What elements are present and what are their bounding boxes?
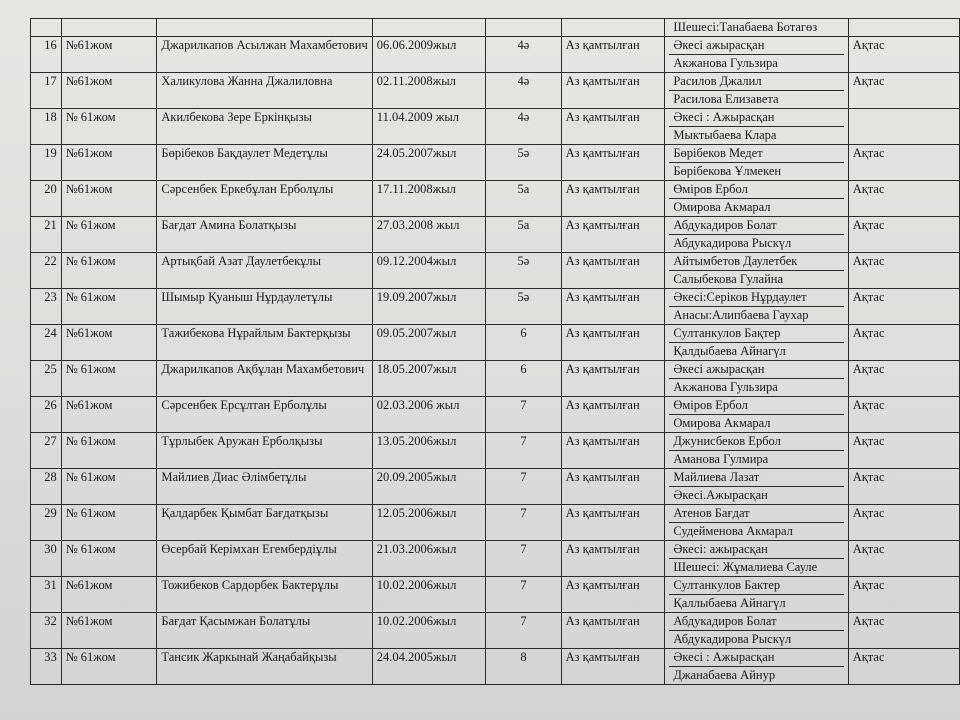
school-name: №61жом	[61, 613, 157, 649]
parent-second: Расилова Елизавета	[673, 92, 779, 106]
table-row	[31, 325, 960, 361]
parents-cell	[665, 145, 848, 181]
birth-date: 02.11.2008жыл	[372, 73, 486, 109]
school-name: № 61жом	[61, 505, 157, 541]
school-name: № 61жом	[61, 253, 157, 289]
social-status: Аз қамтылған	[561, 253, 665, 289]
address: Ақтас	[848, 37, 959, 73]
address	[848, 109, 959, 145]
school-name: № 61жом	[61, 541, 157, 577]
cell-name	[157, 19, 372, 37]
cell-num	[31, 19, 62, 37]
school-name: № 61жом	[61, 433, 157, 469]
table-row	[31, 37, 960, 73]
student-name: Бөрібеков Бақдаулет Медетұлы	[157, 145, 372, 181]
social-status: Аз қамтылған	[561, 613, 665, 649]
birth-date: 21.03.2006жыл	[372, 541, 486, 577]
parents-cell	[665, 361, 848, 397]
cell-dob	[372, 19, 486, 37]
table-row	[31, 73, 960, 109]
social-status: Аз қамтылған	[561, 325, 665, 361]
parents-cell	[665, 613, 848, 649]
parent-second: Омирова Акмарал	[673, 200, 771, 214]
parent-first: Әкесі : Ажырасқан	[669, 109, 843, 127]
grade-class: 4ә	[486, 73, 561, 109]
social-status: Аз қамтылған	[561, 37, 665, 73]
parent-first: Өміров Ербол	[669, 397, 843, 415]
student-name: Артықбай Азат Даулетбекұлы	[157, 253, 372, 289]
row-number: 22	[31, 253, 62, 289]
parents-cell	[665, 505, 848, 541]
parent-text: Шешесі:Танабаева Ботагөз	[673, 20, 818, 34]
parent-second: Абдукадирова Рыскүл	[673, 236, 792, 250]
row-number: 26	[31, 397, 62, 433]
grade-class: 8	[486, 649, 561, 685]
school-name: № 61жом	[61, 289, 157, 325]
social-status: Аз қамтылған	[561, 217, 665, 253]
parent-first: Султанкулов Бақтер	[669, 325, 843, 343]
student-name: Тансик Жаркынай Жаңабайқызы	[157, 649, 372, 685]
parent-first: Өміров Ербол	[669, 181, 843, 199]
table-row	[31, 145, 960, 181]
birth-date: 27.03.2008 жыл	[372, 217, 486, 253]
parent-second: Әкесі.Ажырасқан	[673, 488, 768, 502]
parents-cell	[665, 469, 848, 505]
table-row	[31, 613, 960, 649]
parent-first: Джунисбеков Ербол	[669, 433, 843, 451]
birth-date: 18.05.2007жыл	[372, 361, 486, 397]
parent-second: Джанабаева Айнур	[673, 668, 776, 682]
grade-class: 5ә	[486, 253, 561, 289]
parent-second: Абдукадирова Рыскүл	[673, 632, 792, 646]
grade-class: 5а	[486, 181, 561, 217]
table-row	[31, 397, 960, 433]
address: Ақтас	[848, 433, 959, 469]
school-name: № 61жом	[61, 217, 157, 253]
address: Ақтас	[848, 649, 959, 685]
birth-date: 09.12.2004жыл	[372, 253, 486, 289]
table-row	[31, 649, 960, 685]
grade-class: 4ә	[486, 37, 561, 73]
grade-class: 7	[486, 505, 561, 541]
social-status: Аз қамтылған	[561, 433, 665, 469]
student-name: Майлиев Диас Әлімбетұлы	[157, 469, 372, 505]
address: Ақтас	[848, 469, 959, 505]
address: Ақтас	[848, 397, 959, 433]
parents-cell	[665, 37, 848, 73]
grade-class: 7	[486, 397, 561, 433]
grade-class: 5а	[486, 217, 561, 253]
address: Ақтас	[848, 577, 959, 613]
address: Ақтас	[848, 181, 959, 217]
row-number: 30	[31, 541, 62, 577]
table-body	[31, 19, 960, 685]
social-status: Аз қамтылған	[561, 361, 665, 397]
table-row	[31, 433, 960, 469]
table-row-partial	[31, 19, 960, 37]
table-row	[31, 253, 960, 289]
parents-cell	[665, 109, 848, 145]
address: Ақтас	[848, 613, 959, 649]
cell-address	[848, 19, 959, 37]
row-number: 19	[31, 145, 62, 181]
parent-first: Абдукадиров Болат	[669, 217, 843, 235]
birth-date: 06.06.2009жыл	[372, 37, 486, 73]
address: Ақтас	[848, 145, 959, 181]
grade-class: 5ә	[486, 289, 561, 325]
social-status: Аз қамтылған	[561, 73, 665, 109]
school-name: №61жом	[61, 145, 157, 181]
birth-date: 24.04.2005жыл	[372, 649, 486, 685]
school-name: № 61жом	[61, 109, 157, 145]
address: Ақтас	[848, 253, 959, 289]
grade-class: 7	[486, 577, 561, 613]
grade-class: 5ә	[486, 145, 561, 181]
grade-class: 4ә	[486, 109, 561, 145]
student-name: Джарилкапов Асылжан Махамбетович	[157, 37, 372, 73]
student-name: Тажибекова Нұрайлым Бактерқызы	[157, 325, 372, 361]
student-name: Бағдат Амина Болатқызы	[157, 217, 372, 253]
student-name: Тұрлыбек Аружан Ерболқызы	[157, 433, 372, 469]
student-name: Тожибеков Сардорбек Бактерұлы	[157, 577, 372, 613]
social-status: Аз қамтылған	[561, 145, 665, 181]
cell-school	[61, 19, 157, 37]
parent-second: Акжанова Гульзира	[673, 56, 778, 70]
birth-date: 11.04.2009 жыл	[372, 109, 486, 145]
parents-cell	[665, 73, 848, 109]
table-row	[31, 469, 960, 505]
table-row	[31, 289, 960, 325]
birth-date: 17.11.2008жыл	[372, 181, 486, 217]
social-status: Аз қамтылған	[561, 397, 665, 433]
parents-cell	[665, 181, 848, 217]
grade-class: 7	[486, 433, 561, 469]
row-number: 28	[31, 469, 62, 505]
parent-first: Әкесі ажырасқан	[669, 37, 843, 55]
student-name: Сәрсенбек Ерсұлтан Ерболұлы	[157, 397, 372, 433]
parents-cell	[665, 289, 848, 325]
school-name: №61жом	[61, 397, 157, 433]
address: Ақтас	[848, 505, 959, 541]
address: Ақтас	[848, 541, 959, 577]
student-table	[30, 18, 960, 685]
address: Ақтас	[848, 217, 959, 253]
cell-grade	[486, 19, 561, 37]
row-number: 20	[31, 181, 62, 217]
social-status: Аз қамтылған	[561, 577, 665, 613]
social-status: Аз қамтылған	[561, 505, 665, 541]
school-name: № 61жом	[61, 469, 157, 505]
school-name: №61жом	[61, 73, 157, 109]
parents-cell	[665, 541, 848, 577]
school-name: №61жом	[61, 37, 157, 73]
grade-class: 6	[486, 361, 561, 397]
row-number: 24	[31, 325, 62, 361]
parent-first: Әкесі: ажырасқан	[669, 541, 843, 559]
row-number: 32	[31, 613, 62, 649]
parent-first: Расилов Джалил	[669, 73, 843, 91]
grade-class: 7	[486, 541, 561, 577]
school-name: № 61жом	[61, 649, 157, 685]
birth-date: 13.05.2006жыл	[372, 433, 486, 469]
parent-second: Қаллыбаева Айнагүл	[673, 596, 786, 610]
birth-date: 24.05.2007жыл	[372, 145, 486, 181]
parent-second: Қалдыбаева Айнагүл	[673, 344, 786, 358]
table-row	[31, 217, 960, 253]
address: Ақтас	[848, 289, 959, 325]
student-name: Шымыр Қуаныш Нұрдаулетұлы	[157, 289, 372, 325]
school-name: №61жом	[61, 325, 157, 361]
parents-cell	[665, 577, 848, 613]
student-name: Өсербай Керімхан Егембердіұлы	[157, 541, 372, 577]
table-row	[31, 109, 960, 145]
social-status: Аз қамтылған	[561, 289, 665, 325]
school-name: № 61жом	[61, 361, 157, 397]
address: Ақтас	[848, 325, 959, 361]
social-status: Аз қамтылған	[561, 541, 665, 577]
row-number: 27	[31, 433, 62, 469]
parent-second: Аманова Гулмира	[673, 452, 769, 466]
row-number: 18	[31, 109, 62, 145]
parent-second: Шешесі: Жұмалиева Сауле	[673, 560, 818, 574]
social-status: Аз қамтылған	[561, 181, 665, 217]
parents-cell	[665, 253, 848, 289]
row-number: 23	[31, 289, 62, 325]
birth-date: 12.05.2006жыл	[372, 505, 486, 541]
parent-first: Әкесі:Серіков Нұрдаулет	[669, 289, 843, 307]
grade-class: 7	[486, 613, 561, 649]
table-row	[31, 541, 960, 577]
table-row	[31, 181, 960, 217]
parent-second: Анасы:Алипбаева Гаухар	[673, 308, 809, 322]
birth-date: 19.09.2007жыл	[372, 289, 486, 325]
cell-parents	[665, 19, 848, 37]
table-row	[31, 577, 960, 613]
parent-second: Омирова Акмарал	[673, 416, 771, 430]
row-number: 21	[31, 217, 62, 253]
row-number: 25	[31, 361, 62, 397]
parents-cell	[665, 217, 848, 253]
birth-date: 09.05.2007жыл	[372, 325, 486, 361]
student-name: Акилбекова Зере Еркінқызы	[157, 109, 372, 145]
parent-first: Әкесі : Ажырасқан	[669, 649, 843, 667]
row-number: 31	[31, 577, 62, 613]
address: Ақтас	[848, 361, 959, 397]
cell-status	[561, 19, 665, 37]
parent-first: Атенов Бағдат	[669, 505, 843, 523]
school-name: №61жом	[61, 577, 157, 613]
parent-second: Салыбекова Гулайна	[673, 272, 783, 286]
social-status: Аз қамтылған	[561, 649, 665, 685]
parent-second: Мыктыбаева Клара	[673, 128, 777, 142]
row-number: 16	[31, 37, 62, 73]
birth-date: 10.02.2006жыл	[372, 613, 486, 649]
grade-class: 6	[486, 325, 561, 361]
parents-cell	[665, 649, 848, 685]
parent-second: Судейменова Акмарал	[673, 524, 793, 538]
parent-first: Султанкулов Бактер	[669, 577, 843, 595]
address: Ақтас	[848, 73, 959, 109]
parent-second: Бөрібекова Ұлмекен	[673, 164, 782, 178]
parent-first: Майлиева Лазат	[669, 469, 843, 487]
row-number: 17	[31, 73, 62, 109]
student-name: Қалдарбек Қымбат Бағдатқызы	[157, 505, 372, 541]
parent-first: Бөрібеков Медет	[669, 145, 843, 163]
parents-cell	[665, 325, 848, 361]
birth-date: 02.03.2006 жыл	[372, 397, 486, 433]
parent-second: Акжанова Гульзира	[673, 380, 778, 394]
student-name: Джарилкапов Ақбұлан Махамбетович	[157, 361, 372, 397]
birth-date: 20.09.2005жыл	[372, 469, 486, 505]
social-status: Аз қамтылған	[561, 469, 665, 505]
student-name: Халикулова Жанна Джалиловна	[157, 73, 372, 109]
student-name: Бағдат Қасымжан Болатұлы	[157, 613, 372, 649]
school-name: №61жом	[61, 181, 157, 217]
table-row	[31, 505, 960, 541]
row-number: 29	[31, 505, 62, 541]
grade-class: 7	[486, 469, 561, 505]
parents-cell	[665, 433, 848, 469]
parent-first: Абдукадиров Болат	[669, 613, 843, 631]
table-row	[31, 361, 960, 397]
parents-cell	[665, 397, 848, 433]
parent-first: Әкесі ажырасқан	[669, 361, 843, 379]
birth-date: 10.02.2006жыл	[372, 577, 486, 613]
row-number: 33	[31, 649, 62, 685]
social-status: Аз қамтылған	[561, 109, 665, 145]
student-name: Сәрсенбек Еркебұлан Ерболұлы	[157, 181, 372, 217]
parent-first: Айтымбетов Даулетбек	[669, 253, 843, 271]
